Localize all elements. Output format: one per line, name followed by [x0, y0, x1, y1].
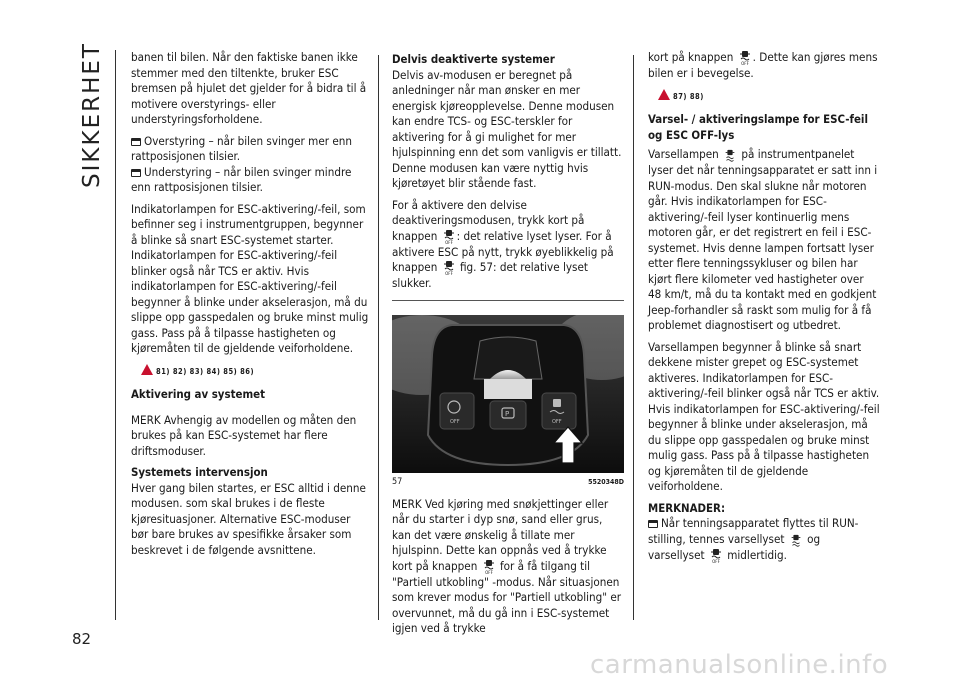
paragraph: Indikatorlampen for ESC-aktivering/-feil, som befinner seg i instrumentgruppen, begynner å blinke så snart ESC-systemet starter. Indikatorlampen for ESC-aktivering/-feil blinker også når TCS er aktiv. Hvis indikatorlampen for ESC-aktivering/-feil begynner å blinke under akselerasjon, må du slippe opp gasspedalen og bruke minst mulig gass. Pass på å tilpasse hastigheten og kjøremåten til de gjeldende veiforholdene.	[131, 201, 369, 355]
warning-references: 81) 82) 83) 84) 85) 86)	[141, 363, 371, 380]
watermark: carmanualsonline.info	[590, 650, 889, 680]
paragraph: Varsellampen på instrumentpanelet lyser det når tenningsapparatet er satt inn i RUN-modus. Den skal slukne når motoren går. Hvis indikatorlampen for ESC-aktivering/-feil lyser kontinuerlig mens motoren går, er det registrert en feil i ESC-systemet. Hvis denne lampen fortsatt lyser etter flere tenningssykluser og bilen har kjørt flere kilometer ved hastigheter over 48 km/t, må du ta kontakt med en godkjent Jeep-forhandler så raskt som mulig for å få problemet diagnostisert og utbedret.	[648, 147, 878, 332]
warning-triangle-icon	[141, 364, 153, 375]
heading: Delvis deaktiverte systemer	[392, 52, 555, 66]
svg-text:OFF: OFF	[444, 239, 453, 245]
paragraph: For å aktivere den delvise deaktiveringsmodusen, trykk kort på knappen OFF : det relative lyset lyser. For å aktivere ESC på nytt, trykk øyeblikkelig på knappen OFF fig. 57: det relative lyset slukker.	[392, 197, 614, 290]
margin-rule	[115, 50, 116, 620]
column-divider	[378, 55, 379, 620]
side-title-text: SIKKERHET	[79, 42, 105, 188]
esc-warning-icon	[724, 149, 736, 163]
heading: Varsel- / aktiveringslampe for ESC-feil og ESC OFF-lys	[648, 112, 868, 142]
book-icon	[131, 169, 141, 177]
column-3	[648, 50, 880, 570]
bullet-note: Når tenningsapparatet flyttes til RUN-stilling, tennes varsellyset og varsellyset OFF midlertidig.	[648, 516, 859, 564]
esc-off-icon	[483, 559, 495, 575]
svg-text:OFF: OFF	[484, 569, 493, 575]
esc-off-icon	[443, 229, 455, 245]
paragraph: MERK Ved kjøring med snøkjettinger eller når du starter i dyp snø, sand eller grus, kan det være ønskelig å tillate mer hjulspinn. Dette kan oppnås ved å trykke kort på knappen OFF for å få tilgang til "Partiell utkobling" -modus. Når situasjonen som krever modus for "Partiell utkobling" er overvunnet, må du gå inn i ESC-systemet igjen ved å trykke	[392, 496, 622, 635]
paragraph: Hver gang bilen startes, er ESC alltid i denne modusen. som skal brukes i de fleste kjøresituasjoner. Alternative ESC-moduser bør bare brukes av spesifikke årsaker som beskrevet i de følgende avsnittene.	[131, 480, 366, 557]
paragraph: Varsellampen begynner å blinke så snart dekkene mister grepet og ESC-systemet aktiveres. Indikatorlampen for ESC-aktivering/-feil blinker også når TCS er aktiv. Hvis indikatorlampen for ESC-aktivering/-feil begynner å blinke under akselerasjon, må du slippe opp gasspedalen og bruke minst mulig gass. Pass på å tilpasse hastigheten og kjøremåten til de gjeldende veiforholdene.	[648, 339, 880, 493]
paragraph: kort på knappen OFF . Dette kan gjøres mens bilen er i bevegelse.	[648, 50, 878, 80]
column-1	[131, 50, 371, 564]
esc-off-icon	[739, 50, 751, 66]
figure-caption	[392, 473, 624, 489]
figure-rule	[392, 300, 624, 301]
side-title	[72, 40, 112, 190]
paragraph: MERK Avhengig av modellen og måten den brukes på kan ESC-systemet har flere driftsmoduser.	[131, 412, 357, 458]
svg-text:OFF: OFF	[712, 558, 720, 564]
svg-text:OFF: OFF	[444, 271, 453, 276]
column-2	[392, 50, 624, 643]
page-number: 82	[72, 630, 92, 648]
svg-text:P: P	[505, 409, 510, 418]
heading: MERKNADER:	[648, 500, 726, 515]
paragraph: banen til bilen. Når den faktiske banen ikke stemmer med den tiltenkte, bruker ESC bremsen på hjulet det gjelder for å bidra til å motivere overstyrings- eller understyringsforholdene.	[131, 50, 367, 126]
esc-warning-icon	[790, 534, 802, 548]
heading: Aktivering av systemet	[131, 387, 265, 401]
figure-number: 57	[392, 476, 403, 487]
bullet-oversteer: Overstyring – når bilen svinger mer enn rattposisjonen tilsier.	[131, 133, 352, 163]
esc-off-icon	[710, 548, 722, 564]
heading: Systemets intervensjon	[131, 465, 268, 479]
figure-esc-button-photo	[392, 315, 624, 473]
book-icon	[131, 138, 141, 146]
column-divider	[633, 55, 634, 620]
console-illustration	[392, 315, 624, 473]
paragraph: Delvis av-modusen er beregnet på anledninger når man ønsker en mer energisk kjøreopplevelse. Denne modusen kan endre TCS- og ESC-terskler for aktivering for å gi mulighet for mer hjulspinning enn det som vanligvis er tillatt. Denne modusen kan være nyttig hvis kjøretøyet blir stående fast.	[392, 67, 622, 190]
esc-off-label: OFF	[552, 418, 562, 425]
auto-off-label: OFF	[450, 418, 460, 425]
figure-code: 5520348D	[588, 477, 624, 486]
esc-off-icon	[443, 260, 455, 276]
warning-references: 87) 88)	[658, 88, 880, 105]
svg-text:OFF: OFF	[740, 61, 749, 66]
bullet-understeer: Understyring – når bilen svinger mindre enn rattposisjonen tilsier.	[131, 164, 352, 194]
book-icon	[648, 520, 658, 528]
warning-triangle-icon	[658, 89, 670, 100]
